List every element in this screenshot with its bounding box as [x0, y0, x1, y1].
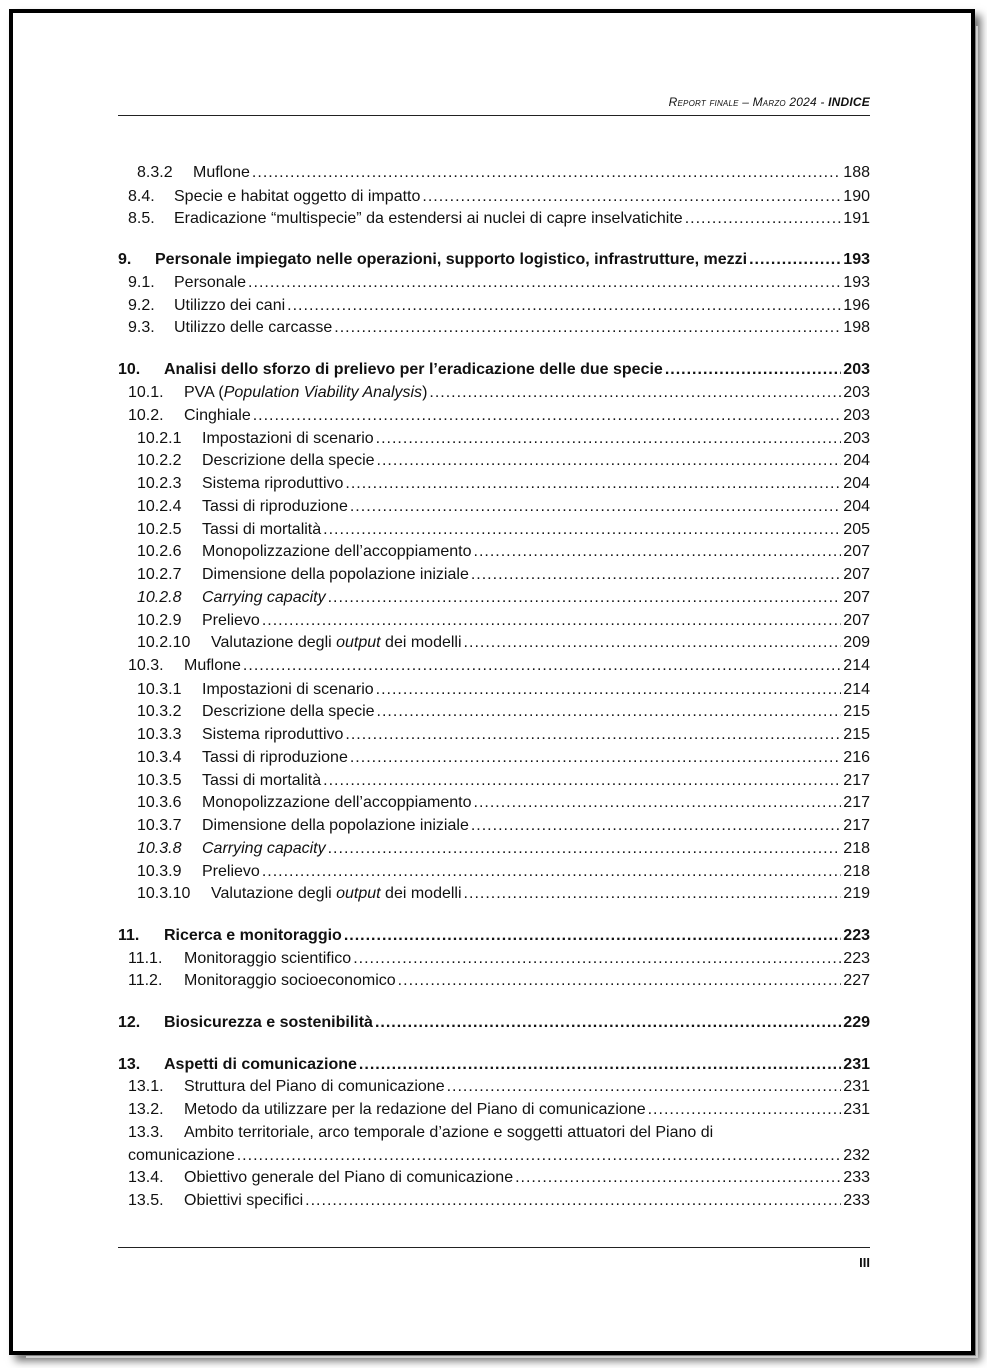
toc-page: 217: [843, 794, 870, 811]
toc-page: 215: [843, 726, 870, 743]
page-number: III: [859, 1255, 870, 1270]
footer-rule: [118, 1247, 870, 1248]
toc-title: Muflone: [193, 164, 250, 181]
toc-page: 198: [843, 319, 870, 336]
toc-number: 9.1.: [128, 274, 155, 291]
toc-entry-11-2[interactable]: [118, 970, 870, 992]
toc-leader: [749, 249, 841, 271]
toc-title: Personale: [174, 274, 247, 291]
toc-number: 10.3.9: [137, 863, 182, 880]
toc-title-line2: comunicazione: [128, 1147, 235, 1164]
toc-leader: [248, 272, 841, 294]
toc-page: 193: [843, 251, 870, 268]
toc-leader: [665, 359, 841, 381]
toc-entry-11-1[interactable]: [118, 948, 870, 970]
toc-title: Tassi di riproduzione: [202, 749, 348, 766]
toc-page: 214: [843, 657, 870, 674]
toc-leader: [253, 405, 842, 427]
toc-title: Tassi di mortalità: [202, 521, 322, 538]
toc-title: Obiettivo generale del Piano di comunicazione: [184, 1169, 514, 1186]
toc-number: 8.4.: [128, 188, 155, 205]
toc-number: 9.3.: [128, 319, 155, 336]
toc-leader: [323, 519, 841, 541]
report-label: Report finale: [668, 95, 739, 109]
toc-leader: [243, 655, 841, 677]
toc-entry-10-3-2[interactable]: [118, 701, 870, 723]
toc-entry-10-2-3[interactable]: [118, 473, 870, 495]
toc-leader: [350, 747, 841, 769]
toc-title: Valutazione degli output dei modelli: [211, 634, 462, 651]
toc-page: 229: [843, 1014, 870, 1031]
toc-leader: [474, 541, 842, 563]
toc-title: Obiettivi specifici: [184, 1192, 304, 1209]
toc-title: Carrying capacity: [202, 589, 326, 606]
toc-entry-10-3-10[interactable]: [118, 883, 870, 905]
toc-leader: [376, 428, 842, 450]
toc-title: Utilizzo delle carcasse: [174, 319, 333, 336]
toc-entry-10-3-4[interactable]: [118, 747, 870, 769]
toc-number: 12.: [118, 1014, 141, 1031]
toc-page: 231: [843, 1078, 870, 1095]
toc-entry-9-2[interactable]: [118, 295, 870, 317]
toc-leader: [447, 1076, 842, 1098]
toc-leader: [471, 815, 841, 837]
toc-entry-9-1[interactable]: [118, 272, 870, 294]
toc-page: 218: [843, 840, 870, 857]
toc-title-line1: Ambito territoriale, arco temporale d’azione e soggetti attuatori del Piano di: [184, 1124, 714, 1141]
toc-page: 218: [843, 863, 870, 880]
running-header: [118, 95, 870, 116]
toc-number: 10.3.3: [137, 726, 182, 743]
toc-chapter-10[interactable]: [118, 359, 870, 381]
toc-page: 214: [843, 681, 870, 698]
toc-number: 10.2.3: [137, 475, 182, 492]
toc-title: PVA (Population Viability Analysis): [184, 384, 428, 401]
toc-leader: [262, 610, 841, 632]
toc-leader: [376, 679, 842, 701]
toc-title: Dimensione della popolazione iniziale: [202, 566, 469, 583]
toc-title: Monitoraggio socioeconomico: [184, 972, 396, 989]
toc-leader: [252, 162, 841, 184]
toc-leader: [359, 1054, 841, 1076]
toc-number: 10.2.10: [137, 634, 191, 651]
toc-title: Prelievo: [202, 863, 260, 880]
toc-title: Impostazioni di scenario: [202, 430, 374, 447]
toc-number: 10.2.2: [137, 452, 182, 469]
toc-number: 10.2.9: [137, 612, 182, 629]
toc-page: 219: [843, 885, 870, 902]
toc-entry-10-3-6[interactable]: [118, 792, 870, 814]
toc-entry-10-2-7[interactable]: [118, 564, 870, 586]
toc-number: 10.2.1: [137, 430, 182, 447]
toc-page: 223: [843, 950, 870, 967]
toc-leader: [377, 450, 842, 472]
toc-leader: [350, 496, 841, 518]
toc-title: Tassi di mortalità: [202, 772, 322, 789]
toc-entry-9-3[interactable]: [118, 317, 870, 339]
toc-number: 8.5.: [128, 210, 155, 227]
toc-leader: [344, 925, 841, 947]
toc-page: 207: [843, 543, 870, 560]
toc-title: Personale impiegato nelle operazioni, supporto logistico, infrastrutture, mezzi: [155, 251, 748, 268]
toc-page: 203: [843, 361, 870, 378]
toc-entry-8-3-2[interactable]: [118, 162, 870, 184]
toc-leader: [515, 1167, 841, 1189]
toc-leader: [377, 701, 842, 723]
toc-number: 11.: [118, 927, 140, 944]
toc-title: Eradicazione “multispecie” da estendersi ai nuclei di capre inselvatichite: [174, 210, 683, 227]
toc-page: 203: [843, 430, 870, 447]
toc-page: 204: [843, 452, 870, 469]
toc-page: 233: [843, 1192, 870, 1209]
toc-page: 204: [843, 475, 870, 492]
toc-number: 11.2.: [128, 972, 163, 989]
toc-title: Descrizione della specie: [202, 703, 375, 720]
toc-title: Aspetti di comunicazione: [164, 1056, 357, 1073]
toc-entry-10-3-1[interactable]: [118, 679, 870, 701]
toc-number: 10.3.10: [137, 885, 191, 902]
toc-entry-10-3[interactable]: [118, 655, 870, 677]
toc-entry-10-2-4[interactable]: [118, 496, 870, 518]
toc-leader: [375, 1012, 841, 1034]
toc-entry-13-5[interactable]: [118, 1190, 870, 1212]
toc-title: Dimensione della popolazione iniziale: [202, 817, 469, 834]
toc-title: Biosicurezza e sostenibilità: [164, 1014, 373, 1031]
toc-leader: [353, 948, 841, 970]
toc-number: 10.2.6: [137, 543, 182, 560]
toc-page: 191: [843, 210, 870, 227]
toc-page: 205: [843, 521, 870, 538]
toc-number: 10.2.7: [137, 566, 182, 583]
toc-title: Ricerca e monitoraggio: [164, 927, 342, 944]
toc-entry-10-3-9[interactable]: [118, 861, 870, 883]
toc-leader: [262, 861, 841, 883]
toc-number: 10.1.: [128, 384, 164, 401]
toc-entry-13-3[interactable]: [118, 1122, 870, 1144]
toc-title: Descrizione della specie: [202, 452, 375, 469]
toc-entry-13-2[interactable]: [118, 1099, 870, 1121]
toc-title: Sistema riproduttivo: [202, 475, 344, 492]
toc-number: 10.2.: [128, 407, 164, 424]
toc-page: 193: [843, 274, 870, 291]
toc-leader: [334, 317, 841, 339]
toc-number: 13.2.: [128, 1101, 164, 1118]
toc-leader: [471, 564, 841, 586]
header-dash: –: [738, 95, 753, 109]
toc-leader: [345, 473, 841, 495]
toc-leader: [345, 724, 841, 746]
toc-entry-10-2-2[interactable]: [118, 450, 870, 472]
toc-number: 10.2.5: [137, 521, 182, 538]
toc-page: 196: [843, 297, 870, 314]
toc-page: 217: [843, 772, 870, 789]
toc-leader: [685, 208, 842, 230]
toc-page: 215: [843, 703, 870, 720]
toc-leader: [648, 1099, 842, 1121]
toc-leader: [464, 632, 842, 654]
toc-leader: [464, 883, 842, 905]
toc-number: 10.3.5: [137, 772, 182, 789]
toc-entry-10-2-6[interactable]: [118, 541, 870, 563]
toc-leader: [237, 1145, 842, 1167]
toc-number: 13.3.: [128, 1124, 164, 1141]
toc-entry-10-3-7[interactable]: [118, 815, 870, 837]
toc-title: Tassi di riproduzione: [202, 498, 348, 515]
toc-entry-13-4[interactable]: [118, 1167, 870, 1189]
toc-number: 10.3.7: [137, 817, 182, 834]
toc-page: 231: [843, 1101, 870, 1118]
toc-number: 13.5.: [128, 1192, 164, 1209]
toc-entry-10-2-8[interactable]: [118, 587, 870, 609]
toc-entry-8-5[interactable]: [118, 208, 870, 230]
toc-number: 11.1.: [128, 950, 163, 967]
toc-leader: [328, 838, 842, 860]
toc-number: 10.3.4: [137, 749, 182, 766]
toc-title: Struttura del Piano di comunicazione: [184, 1078, 445, 1095]
toc-title: Utilizzo dei cani: [174, 297, 286, 314]
toc-chapter-9[interactable]: [118, 249, 870, 271]
toc-number: 13.: [118, 1056, 141, 1073]
toc-page: 233: [843, 1169, 870, 1186]
toc-title: Carrying capacity: [202, 840, 326, 857]
toc-number: 13.1.: [128, 1078, 164, 1095]
toc-chapter-11[interactable]: [118, 925, 870, 947]
toc-page: 203: [843, 407, 870, 424]
toc-title: Impostazioni di scenario: [202, 681, 374, 698]
toc-page: 223: [843, 927, 870, 944]
toc-number: 10.3.: [128, 657, 164, 674]
toc-number: 13.4.: [128, 1169, 164, 1186]
toc-entry-10-3-5[interactable]: [118, 770, 870, 792]
toc-entry-10-3-8[interactable]: [118, 838, 870, 860]
toc-leader: [474, 792, 842, 814]
toc-page: 216: [843, 749, 870, 766]
toc-entry-10-1[interactable]: [118, 382, 870, 404]
section-label: INDICE: [828, 95, 870, 109]
toc-title: Prelievo: [202, 612, 260, 629]
toc-entry-10-2-10[interactable]: [118, 632, 870, 654]
toc-number: 10.3.8: [137, 840, 182, 857]
toc-entry-13-3-cont[interactable]: [118, 1145, 870, 1167]
toc-number: 10.2.8: [137, 589, 182, 606]
toc-title: Metodo da utilizzare per la redazione del Piano di comunicazione: [184, 1101, 646, 1118]
toc-title: Monopolizzazione dell’accoppiamento: [202, 794, 472, 811]
toc-title: Muflone: [184, 657, 241, 674]
toc-page: 207: [843, 589, 870, 606]
toc-title: Sistema riproduttivo: [202, 726, 344, 743]
toc-page: 203: [843, 384, 870, 401]
toc-leader: [287, 295, 841, 317]
toc-title: Analisi dello sforzo di prelievo per l’eradicazione delle due specie: [164, 361, 663, 378]
toc-entry-10-3-3[interactable]: [118, 724, 870, 746]
toc-page: 232: [843, 1147, 870, 1164]
toc-leader: [328, 587, 842, 609]
toc-page: 190: [843, 188, 870, 205]
toc-number: 10.3.2: [137, 703, 182, 720]
toc-entry-8-4[interactable]: [118, 186, 870, 208]
toc-title: Cinghiale: [184, 407, 251, 424]
toc-number: 10.2.4: [137, 498, 182, 515]
toc-leader: [429, 382, 841, 404]
toc-chapter-12[interactable]: [118, 1012, 870, 1034]
toc-entry-10-2[interactable]: [118, 405, 870, 427]
toc-page: 207: [843, 566, 870, 583]
toc-title: Monopolizzazione dell’accoppiamento: [202, 543, 472, 560]
toc-entry-10-2-1[interactable]: [118, 428, 870, 450]
toc-page: 217: [843, 817, 870, 834]
toc-number: 9.: [118, 251, 132, 268]
toc-entry-13-1[interactable]: [118, 1076, 870, 1098]
toc-number: 10.3.1: [137, 681, 182, 698]
toc-page: 204: [843, 498, 870, 515]
toc-leader: [422, 186, 841, 208]
toc-title: Specie e habitat oggetto di impatto: [174, 188, 421, 205]
toc-entry-10-2-9[interactable]: [118, 610, 870, 632]
toc-leader: [323, 770, 841, 792]
toc-entry-10-2-5[interactable]: [118, 519, 870, 541]
toc-number: 8.3.2: [137, 164, 173, 181]
toc-number: 10.: [118, 361, 141, 378]
date-label: Marzo 2024: [752, 95, 817, 109]
toc-page: 207: [843, 612, 870, 629]
toc-page: 188: [843, 164, 870, 181]
toc-chapter-13[interactable]: [118, 1054, 870, 1076]
header-sep: -: [816, 95, 829, 109]
toc-title: Valutazione degli output dei modelli: [211, 885, 462, 902]
toc-number: 9.2.: [128, 297, 155, 314]
toc-number: 10.3.6: [137, 794, 182, 811]
toc-title: Monitoraggio scientifico: [184, 950, 352, 967]
toc-leader: [398, 970, 842, 992]
toc-page: 227: [843, 972, 870, 989]
toc-page: 209: [843, 634, 870, 651]
toc-page: 231: [843, 1056, 870, 1073]
toc-leader: [305, 1190, 841, 1212]
